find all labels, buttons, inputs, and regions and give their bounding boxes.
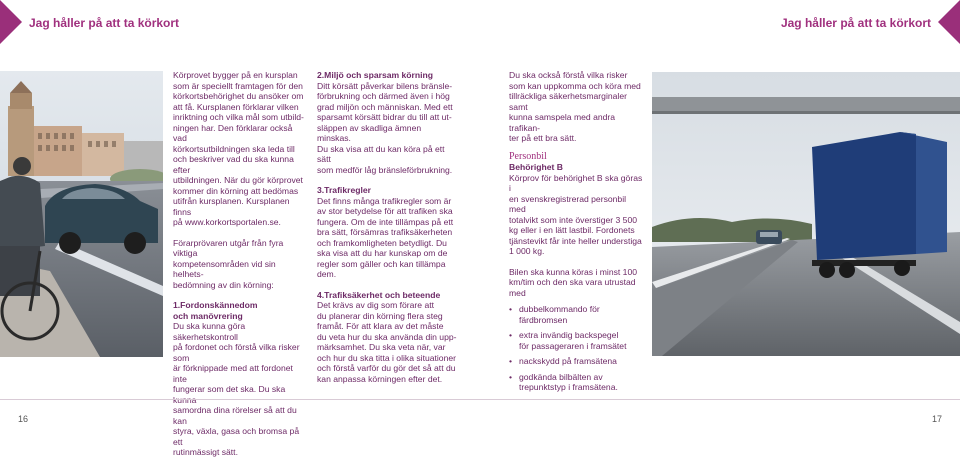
speed-line: med xyxy=(509,287,526,298)
section2-heading: 2.Miljö och sparsam körning xyxy=(317,70,434,80)
equipment-list xyxy=(509,304,643,393)
intro-line: som kan uppkomma och köra med xyxy=(509,80,641,91)
intro-line: ningen har. Den förklarar också vad xyxy=(173,122,293,143)
section1-heading: och manövrering xyxy=(173,310,243,321)
section2-line: grad miljön och människan. Med ett xyxy=(317,101,453,112)
section3-line: av stor betydelse för att trafiken ska xyxy=(317,206,453,216)
intro-line: ter på ett bra sätt. xyxy=(509,133,577,143)
section4-line: du veta hur du ska använda din upp- xyxy=(317,331,457,342)
section3-line: regler som gäller och kan tillämpa xyxy=(317,258,446,269)
section1-line: är förknippade med att fordonet inte xyxy=(173,363,293,384)
section3-line: Det finns många trafikregler som är xyxy=(317,195,452,206)
personbil-heading: Personbil xyxy=(509,150,547,162)
list-item xyxy=(509,372,643,393)
list-item-line: godkända bilbälten av xyxy=(519,371,603,382)
section3-line: ska visa att du har kunskap om de xyxy=(317,248,448,258)
list-item-line: dubbelkommando för xyxy=(519,304,600,314)
section4-line: och hur du ska titta i olika situationer xyxy=(317,352,457,363)
section1-line: fungerar som det ska. Du ska xyxy=(173,384,286,394)
section2-line: släppen av skadliga ämnen minskas. xyxy=(317,122,422,143)
behorighet-line: tjänstevikt får inte heller understiga xyxy=(509,235,642,246)
header-title-right: Jag håller på att ta körkort xyxy=(780,16,931,30)
column-b xyxy=(317,70,457,384)
section1-heading: 1.Fordonskännedom xyxy=(173,300,258,310)
list-item-line: trepunktstyp i framsätena. xyxy=(519,382,618,392)
city-traffic-photo xyxy=(0,71,163,357)
behorighet-heading: Behörighet B xyxy=(509,162,563,172)
section4-line: kan anpassa körningen efter det. xyxy=(317,373,443,384)
intro-line: utbildningen. När du gör körprovet xyxy=(173,175,303,185)
section3-heading: 3.Trafikregler xyxy=(317,185,371,195)
intro-line: körkortsbehörighet du ansöker om xyxy=(173,91,304,101)
intro-line: på www.korkortsportalen.se. xyxy=(173,217,281,227)
list-item xyxy=(509,304,643,325)
page-number-left: 16 xyxy=(18,414,29,424)
intro-line: kunna samspela med andra trafikan- xyxy=(509,112,616,133)
section2-line: Ditt körsätt påverkar bilens bränsle- xyxy=(317,80,453,91)
section3-line: dem. xyxy=(317,269,337,279)
intro-line: som är speciellt framtagen för den xyxy=(173,80,303,91)
list-item-line: extra invändig backspegel xyxy=(519,330,619,340)
section1-line: Du ska kunna göra säkerhetskontroll xyxy=(173,321,246,342)
footer-divider xyxy=(0,399,960,400)
competence-line: kompetensområden vid sin helhets- xyxy=(173,258,276,279)
corner-triangle-right-icon xyxy=(938,0,960,44)
intro-line: körkortsutbildningen ska leda till xyxy=(173,143,295,154)
behorighet-line: kg eller i en lätt lastbil. Fordonets xyxy=(509,225,635,235)
intro-line: tillräckliga säkerhetsmarginaler samt xyxy=(509,91,627,112)
list-item-line: nackskydd på framsätena xyxy=(519,356,617,366)
behorighet-line: Körprov för behörighet B ska göras i xyxy=(509,172,643,193)
section2-line: Du ska visa att du kan köra på ett sätt xyxy=(317,143,445,164)
competence-line: bedömning av din körning: xyxy=(173,279,274,290)
section3-line: fungera. Om de inte tillämpas på ett xyxy=(317,216,454,227)
section3-line: och framkomligheten betydligt. Du xyxy=(317,237,447,248)
section4-line: Det krävs av dig som förare att xyxy=(317,300,435,310)
speed-line: km/tim och den ska vara utrustad xyxy=(509,277,636,287)
corner-triangle-left-icon xyxy=(0,0,22,44)
speed-line: Bilen ska kunna köras i minst 100 xyxy=(509,266,638,277)
section2-line: förbrukning och därmed även i hög xyxy=(317,91,450,101)
intro-line: och beskriver vad du ska kunna efter xyxy=(173,154,294,175)
list-item xyxy=(509,330,643,351)
intro-line: utifrån kursplanen. Kursplanen finns xyxy=(173,196,290,217)
list-item-line: färdbromsen xyxy=(519,314,568,325)
header-title-left: Jag håller på att ta körkort xyxy=(29,16,180,30)
intro-line: kommer din körning att bedömas xyxy=(173,185,299,196)
section4-line: framåt. För att klara av det måste xyxy=(317,321,444,331)
intro-line: Körprovet bygger på en kursplan xyxy=(173,70,298,80)
list-item-line: för passageraren i framsätet xyxy=(519,340,627,351)
section4-line: du planerar din körning flera steg xyxy=(317,310,443,321)
behorighet-line: totalvikt som inte överstiger 3 500 xyxy=(509,214,638,225)
intro-line: att få. Kursplanen förklarar vilken xyxy=(173,101,299,112)
intro-line: Du ska också förstå vilka risker xyxy=(509,70,628,80)
behorighet-line: en svenskregistrerad personbil med xyxy=(509,193,627,214)
page-number-right: 17 xyxy=(931,414,942,424)
column-c xyxy=(509,70,643,398)
section2-line: sparsamt körsätt bidrar du till att ut- xyxy=(317,112,452,122)
section1-line: samordna dina rörelser så att du kan xyxy=(173,405,297,426)
competence-line: Förarprövaren utgår från fyra viktiga xyxy=(173,237,284,258)
section4-line: märksamhet. Du ska veta när, var xyxy=(317,342,446,352)
section1-line: rutinmässigt sätt. xyxy=(173,447,238,457)
section2-line: som medför låg bränsleförbrukning. xyxy=(317,164,453,175)
behorighet-line: 1 000 kg. xyxy=(509,246,545,256)
highway-truck-photo xyxy=(652,72,960,356)
intro-line: inriktning och vilka mål som utbild- xyxy=(173,112,304,122)
section1-line: på fordonet och förstå vilka risker som xyxy=(173,342,300,363)
section4-line: och förstå varför du gör det så att du xyxy=(317,363,456,373)
section4-heading: 4.Trafiksäkerhet och beteende xyxy=(317,289,441,300)
section1-line: styra, växla, gasa och bromsa på ett xyxy=(173,426,300,447)
section3-line: bra sätt, försämras trafiksäkerheten xyxy=(317,227,453,237)
list-item xyxy=(509,356,643,367)
